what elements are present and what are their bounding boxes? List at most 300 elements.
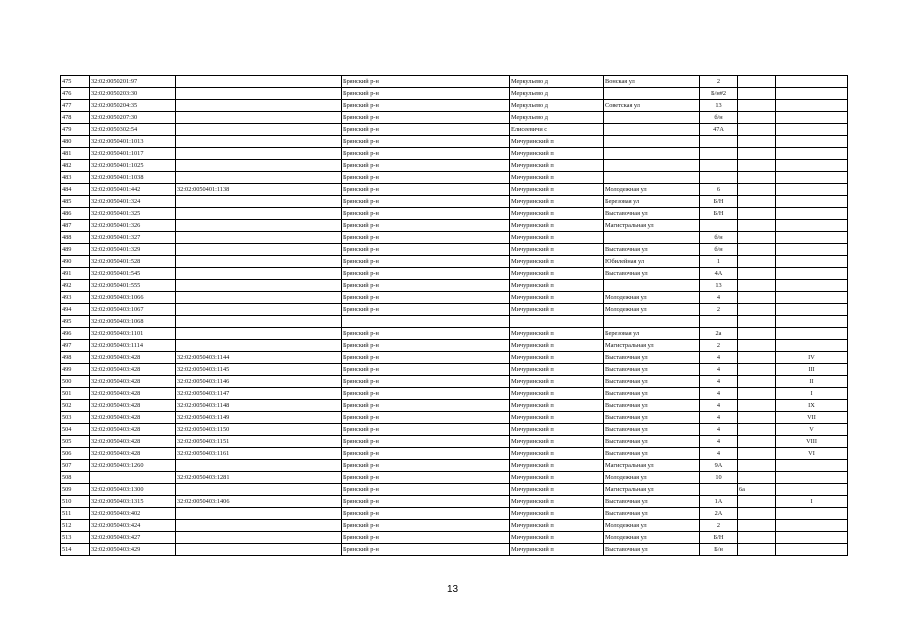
cell-district: Брянский р-н — [342, 160, 510, 172]
cell-cadastral-number: 32:02:0050403:1300 — [90, 484, 176, 496]
table-row — [61, 388, 848, 400]
cell-cadastral-number: 32:02:0050403:428 — [90, 424, 176, 436]
cell-parent-cadastral-number — [176, 232, 342, 244]
cell-street: Выставочная ул — [604, 400, 700, 412]
cell-house-number: 4 — [700, 376, 738, 388]
cell-house-number: 6 — [700, 184, 738, 196]
cell-house-number: 4 — [700, 352, 738, 364]
cell-building-number — [738, 532, 776, 544]
cell-street: Выставочная ул — [604, 508, 700, 520]
cell-cadastral-number: 32:02:0050302:54 — [90, 124, 176, 136]
cell-street: Березовая ул — [604, 196, 700, 208]
cell-building-number — [738, 316, 776, 328]
cell-building-number — [738, 268, 776, 280]
cell-building-number — [738, 376, 776, 388]
table-row — [61, 76, 848, 88]
cell-row-number: 496 — [61, 328, 90, 340]
cell-unit-number — [776, 484, 848, 496]
cell-house-number: 4 — [700, 388, 738, 400]
table-row — [61, 112, 848, 124]
cell-unit-number — [776, 520, 848, 532]
cell-building-number — [738, 196, 776, 208]
cell-row-number: 485 — [61, 196, 90, 208]
cell-row-number: 487 — [61, 220, 90, 232]
cell-row-number: 479 — [61, 124, 90, 136]
table-row — [61, 544, 848, 556]
cell-settlement: Мичуринский п — [510, 496, 604, 508]
cell-house-number: 2 — [700, 76, 738, 88]
cell-row-number: 476 — [61, 88, 90, 100]
cell-district: Брянский р-н — [342, 208, 510, 220]
cell-street — [604, 124, 700, 136]
cell-unit-number: VII — [776, 412, 848, 424]
cell-house-number: 1 — [700, 256, 738, 268]
cell-unit-number: III — [776, 364, 848, 376]
cell-district: Брянский р-н — [342, 400, 510, 412]
cell-settlement: Мичуринский п — [510, 136, 604, 148]
cell-unit-number — [776, 76, 848, 88]
cell-cadastral-number: 32:02:0050403:428 — [90, 436, 176, 448]
cell-parent-cadastral-number — [176, 316, 342, 328]
cell-settlement: Мичуринский п — [510, 148, 604, 160]
cell-unit-number — [776, 340, 848, 352]
cell-settlement: Мичуринский п — [510, 244, 604, 256]
cell-row-number: 502 — [61, 400, 90, 412]
cell-parent-cadastral-number — [176, 208, 342, 220]
cell-street: Молодежная ул — [604, 184, 700, 196]
cell-district: Брянский р-н — [342, 448, 510, 460]
cell-district: Брянский р-н — [342, 484, 510, 496]
cell-unit-number — [776, 88, 848, 100]
table-row — [61, 268, 848, 280]
cell-building-number — [738, 508, 776, 520]
table-row — [61, 460, 848, 472]
cell-building-number — [738, 136, 776, 148]
cell-parent-cadastral-number — [176, 220, 342, 232]
cell-settlement: Мичуринский п — [510, 424, 604, 436]
cell-unit-number — [776, 196, 848, 208]
cell-parent-cadastral-number: 32:02:0050401:1138 — [176, 184, 342, 196]
cell-street: Магистральная ул — [604, 484, 700, 496]
cell-building-number — [738, 280, 776, 292]
table-row — [61, 208, 848, 220]
cell-parent-cadastral-number: 32:02:0050403:1150 — [176, 424, 342, 436]
cell-house-number — [700, 316, 738, 328]
cell-unit-number — [776, 256, 848, 268]
cell-settlement: Мичуринский п — [510, 544, 604, 556]
cell-street — [604, 148, 700, 160]
cell-row-number: 511 — [61, 508, 90, 520]
cell-cadastral-number: 32:02:0050403:1101 — [90, 328, 176, 340]
cell-house-number — [700, 160, 738, 172]
cell-house-number: 2 — [700, 520, 738, 532]
cell-parent-cadastral-number — [176, 280, 342, 292]
cell-district: Брянский р-н — [342, 412, 510, 424]
cell-street: Советская ул — [604, 100, 700, 112]
table-row — [61, 316, 848, 328]
cell-building-number — [738, 520, 776, 532]
cell-house-number: 4А — [700, 268, 738, 280]
cell-building-number — [738, 256, 776, 268]
cell-cadastral-number: 32:02:0050204:35 — [90, 100, 176, 112]
cell-cadastral-number: 32:02:0050403:428 — [90, 412, 176, 424]
cell-row-number: 497 — [61, 340, 90, 352]
cell-parent-cadastral-number — [176, 544, 342, 556]
cell-street — [604, 136, 700, 148]
cell-row-number: 486 — [61, 208, 90, 220]
cell-settlement: Мичуринский п — [510, 388, 604, 400]
cell-cadastral-number: 32:02:0050401:528 — [90, 256, 176, 268]
cell-parent-cadastral-number — [176, 88, 342, 100]
cell-parent-cadastral-number — [176, 268, 342, 280]
cell-house-number: 4 — [700, 424, 738, 436]
table-row — [61, 400, 848, 412]
cell-cadastral-number: 32:02:0050403:428 — [90, 352, 176, 364]
cell-row-number: 507 — [61, 460, 90, 472]
cell-street — [604, 232, 700, 244]
table-row — [61, 484, 848, 496]
cell-cadastral-number: 32:02:0050403:428 — [90, 448, 176, 460]
cell-street — [604, 160, 700, 172]
cell-settlement: Мичуринский п — [510, 436, 604, 448]
cell-parent-cadastral-number: 32:02:0050403:1161 — [176, 448, 342, 460]
cell-house-number: 4 — [700, 448, 738, 460]
cell-building-number — [738, 388, 776, 400]
cell-settlement: Мичуринский п — [510, 484, 604, 496]
table-row — [61, 412, 848, 424]
cell-settlement: Мичуринский п — [510, 172, 604, 184]
cell-unit-number — [776, 220, 848, 232]
cell-building-number — [738, 292, 776, 304]
cell-row-number: 498 — [61, 352, 90, 364]
cell-settlement: Мичуринский п — [510, 472, 604, 484]
cell-row-number: 477 — [61, 100, 90, 112]
cell-district: Брянский р-н — [342, 124, 510, 136]
cell-building-number — [738, 472, 776, 484]
cell-unit-number — [776, 280, 848, 292]
cell-parent-cadastral-number — [176, 520, 342, 532]
cell-cadastral-number: 32:02:0050201:97 — [90, 76, 176, 88]
cell-house-number: 1А — [700, 496, 738, 508]
table-row — [61, 88, 848, 100]
cell-unit-number — [776, 304, 848, 316]
cell-parent-cadastral-number — [176, 256, 342, 268]
table-row — [61, 124, 848, 136]
cell-settlement: Мичуринский п — [510, 208, 604, 220]
cell-street — [604, 280, 700, 292]
cell-street: Магистральная ул — [604, 220, 700, 232]
cell-district: Брянский р-н — [342, 376, 510, 388]
cell-parent-cadastral-number: 32:02:0050403:1406 — [176, 496, 342, 508]
cell-cadastral-number: 32:02:0050207:30 — [90, 112, 176, 124]
cell-settlement: Мичуринский п — [510, 268, 604, 280]
cell-unit-number — [776, 100, 848, 112]
cell-settlement: Мичуринский п — [510, 352, 604, 364]
cell-row-number: 503 — [61, 412, 90, 424]
cell-building-number — [738, 340, 776, 352]
cell-cadastral-number: 32:02:0050401:442 — [90, 184, 176, 196]
cell-cadastral-number: 32:02:0050401:327 — [90, 232, 176, 244]
cell-district: Брянский р-н — [342, 184, 510, 196]
cell-street — [604, 172, 700, 184]
cell-building-number — [738, 100, 776, 112]
table-row — [61, 340, 848, 352]
cell-row-number: 493 — [61, 292, 90, 304]
cell-settlement: Мичуринский п — [510, 532, 604, 544]
cell-parent-cadastral-number: 32:02:0050403:1146 — [176, 376, 342, 388]
table-row — [61, 160, 848, 172]
cell-house-number: 2а — [700, 328, 738, 340]
cell-district: Брянский р-н — [342, 496, 510, 508]
cell-unit-number — [776, 148, 848, 160]
cell-building-number: 6а — [738, 484, 776, 496]
cell-parent-cadastral-number — [176, 304, 342, 316]
table-row — [61, 424, 848, 436]
cell-unit-number — [776, 124, 848, 136]
cell-row-number: 492 — [61, 280, 90, 292]
cell-settlement: Мичуринский п — [510, 280, 604, 292]
cell-house-number: б/н — [700, 112, 738, 124]
cell-row-number: 495 — [61, 316, 90, 328]
table-row — [61, 220, 848, 232]
table-row — [61, 496, 848, 508]
cell-district: Брянский р-н — [342, 292, 510, 304]
cell-settlement: Мичуринский п — [510, 448, 604, 460]
cell-unit-number: V — [776, 424, 848, 436]
cell-building-number — [738, 400, 776, 412]
cell-district: Брянский р-н — [342, 148, 510, 160]
cell-settlement: Мичуринский п — [510, 256, 604, 268]
cell-building-number — [738, 448, 776, 460]
cell-row-number: 475 — [61, 76, 90, 88]
cell-cadastral-number: 32:02:0050403:428 — [90, 376, 176, 388]
table-row — [61, 232, 848, 244]
cell-district: Брянский р-н — [342, 136, 510, 148]
cell-row-number: 500 — [61, 376, 90, 388]
cell-house-number: 4 — [700, 292, 738, 304]
cell-unit-number — [776, 232, 848, 244]
cell-house-number: 4 — [700, 412, 738, 424]
table-row — [61, 196, 848, 208]
cell-building-number — [738, 424, 776, 436]
cell-parent-cadastral-number — [176, 328, 342, 340]
cell-district: Брянский р-н — [342, 340, 510, 352]
cell-settlement: Меркульево д — [510, 88, 604, 100]
cell-building-number — [738, 88, 776, 100]
cell-row-number: 508 — [61, 472, 90, 484]
table-row — [61, 100, 848, 112]
cell-district: Брянский р-н — [342, 328, 510, 340]
cell-cadastral-number: 32:02:0050403:1066 — [90, 292, 176, 304]
cell-building-number — [738, 436, 776, 448]
cell-building-number — [738, 232, 776, 244]
cell-unit-number: VI — [776, 448, 848, 460]
table-row — [61, 292, 848, 304]
cell-building-number — [738, 76, 776, 88]
cell-row-number: 510 — [61, 496, 90, 508]
cell-street: Выставочная ул — [604, 268, 700, 280]
cell-parent-cadastral-number — [176, 532, 342, 544]
cell-house-number: б/н — [700, 244, 738, 256]
cell-house-number: Б/н — [700, 544, 738, 556]
cell-parent-cadastral-number: 32:02:0050403:1149 — [176, 412, 342, 424]
cell-settlement: Меркульево д — [510, 100, 604, 112]
cell-building-number — [738, 496, 776, 508]
cell-street: Выставочная ул — [604, 544, 700, 556]
cell-building-number — [738, 208, 776, 220]
cell-cadastral-number: 32:02:0050403:428 — [90, 400, 176, 412]
cell-row-number: 506 — [61, 448, 90, 460]
cell-cadastral-number: 32:02:0050403:424 — [90, 520, 176, 532]
cell-street: Выставочная ул — [604, 388, 700, 400]
table-row — [61, 172, 848, 184]
cell-district: Брянский р-н — [342, 100, 510, 112]
cell-parent-cadastral-number: 32:02:0050403:1145 — [176, 364, 342, 376]
table-row — [61, 184, 848, 196]
cell-street: Молодежная ул — [604, 520, 700, 532]
cell-house-number: Б/н#2 — [700, 88, 738, 100]
cell-house-number: 4 — [700, 364, 738, 376]
cell-street: Молодежная ул — [604, 472, 700, 484]
cell-row-number: 513 — [61, 532, 90, 544]
cell-building-number — [738, 304, 776, 316]
cell-row-number: 491 — [61, 268, 90, 280]
cell-settlement: Мичуринский п — [510, 304, 604, 316]
cell-cadastral-number: 32:02:0050403:1315 — [90, 496, 176, 508]
cell-street: Выставочная ул — [604, 364, 700, 376]
cell-settlement: Мичуринский п — [510, 376, 604, 388]
cell-house-number: Б/Н — [700, 208, 738, 220]
cell-row-number: 504 — [61, 424, 90, 436]
cell-district: Брянский р-н — [342, 220, 510, 232]
cell-unit-number — [776, 112, 848, 124]
cell-street: Выставочная ул — [604, 448, 700, 460]
cell-house-number: 9А — [700, 460, 738, 472]
cell-parent-cadastral-number — [176, 340, 342, 352]
cell-cadastral-number: 32:02:0050403:429 — [90, 544, 176, 556]
cell-cadastral-number: 32:02:0050401:329 — [90, 244, 176, 256]
cell-parent-cadastral-number — [176, 112, 342, 124]
cell-district: Брянский р-н — [342, 424, 510, 436]
cell-unit-number — [776, 508, 848, 520]
cell-house-number: 2 — [700, 340, 738, 352]
cell-cadastral-number: 32:02:0050401:325 — [90, 208, 176, 220]
table-row — [61, 256, 848, 268]
cell-building-number — [738, 460, 776, 472]
cell-district: Брянский р-н — [342, 196, 510, 208]
cell-parent-cadastral-number: 32:02:0050403:1151 — [176, 436, 342, 448]
cell-settlement: Меркульево д — [510, 76, 604, 88]
cell-building-number — [738, 220, 776, 232]
cell-settlement: Меркульево д — [510, 112, 604, 124]
cell-house-number: 4 — [700, 400, 738, 412]
cell-cadastral-number: 32:02:0050403:402 — [90, 508, 176, 520]
cell-district: Брянский р-н — [342, 256, 510, 268]
cell-house-number: Б/Н — [700, 196, 738, 208]
table-row — [61, 436, 848, 448]
cell-building-number — [738, 352, 776, 364]
cell-house-number — [700, 136, 738, 148]
cell-house-number — [700, 148, 738, 160]
cell-unit-number — [776, 172, 848, 184]
cell-house-number: 2А — [700, 508, 738, 520]
cell-cadastral-number: 32:02:0050403:427 — [90, 532, 176, 544]
table-row — [61, 364, 848, 376]
registry-table — [60, 75, 848, 556]
cell-cadastral-number: 32:02:0050401:1017 — [90, 148, 176, 160]
cell-parent-cadastral-number — [176, 508, 342, 520]
cell-parent-cadastral-number: 32:02:0050403:1147 — [176, 388, 342, 400]
cell-cadastral-number: 32:02:0050401:555 — [90, 280, 176, 292]
cell-unit-number — [776, 472, 848, 484]
cell-street: Магистральная ул — [604, 460, 700, 472]
cell-cadastral-number: 32:02:0050403:1114 — [90, 340, 176, 352]
cell-cadastral-number: 32:02:0050401:326 — [90, 220, 176, 232]
cell-settlement: Мичуринский п — [510, 340, 604, 352]
cell-house-number: 47А — [700, 124, 738, 136]
table-row — [61, 136, 848, 148]
cell-row-number: 501 — [61, 388, 90, 400]
cell-parent-cadastral-number — [176, 196, 342, 208]
cell-cadastral-number: 32:02:0050403:1067 — [90, 304, 176, 316]
cell-street: Выставочная ул — [604, 496, 700, 508]
cell-parent-cadastral-number: 32:02:0050403:1148 — [176, 400, 342, 412]
cell-row-number: 509 — [61, 484, 90, 496]
cell-district: Брянский р-н — [342, 532, 510, 544]
cell-district: Брянский р-н — [342, 472, 510, 484]
cell-row-number: 489 — [61, 244, 90, 256]
cell-house-number: 4 — [700, 436, 738, 448]
cell-settlement: Мичуринский п — [510, 160, 604, 172]
cell-street — [604, 88, 700, 100]
cell-row-number: 490 — [61, 256, 90, 268]
cell-parent-cadastral-number — [176, 148, 342, 160]
cell-building-number — [738, 160, 776, 172]
cell-unit-number: IV — [776, 352, 848, 364]
cell-street: Березовая ул — [604, 328, 700, 340]
cell-parent-cadastral-number — [176, 484, 342, 496]
cell-house-number: Б/Н — [700, 532, 738, 544]
table-row — [61, 448, 848, 460]
cell-cadastral-number: 32:02:0050403:428 — [90, 388, 176, 400]
cell-unit-number — [776, 460, 848, 472]
cell-parent-cadastral-number — [176, 172, 342, 184]
cell-row-number: 483 — [61, 172, 90, 184]
table-row — [61, 508, 848, 520]
cell-row-number: 505 — [61, 436, 90, 448]
cell-row-number: 512 — [61, 520, 90, 532]
cell-settlement: Мичуринский п — [510, 220, 604, 232]
cell-street: Выставочная ул — [604, 352, 700, 364]
cell-unit-number: I — [776, 496, 848, 508]
cell-row-number: 494 — [61, 304, 90, 316]
cell-street: Молодежная ул — [604, 304, 700, 316]
cell-building-number — [738, 544, 776, 556]
cell-row-number: 514 — [61, 544, 90, 556]
cell-settlement: Елисеевичи с — [510, 124, 604, 136]
cell-street — [604, 316, 700, 328]
table-row — [61, 244, 848, 256]
cell-street: Выставочная ул — [604, 208, 700, 220]
cell-unit-number: VIII — [776, 436, 848, 448]
cell-settlement: Мичуринский п — [510, 292, 604, 304]
cell-street: Магистральная ул — [604, 340, 700, 352]
cell-unit-number — [776, 532, 848, 544]
cell-street: Выставочная ул — [604, 436, 700, 448]
cell-row-number: 484 — [61, 184, 90, 196]
registry-table-body — [61, 76, 848, 556]
cell-parent-cadastral-number — [176, 76, 342, 88]
